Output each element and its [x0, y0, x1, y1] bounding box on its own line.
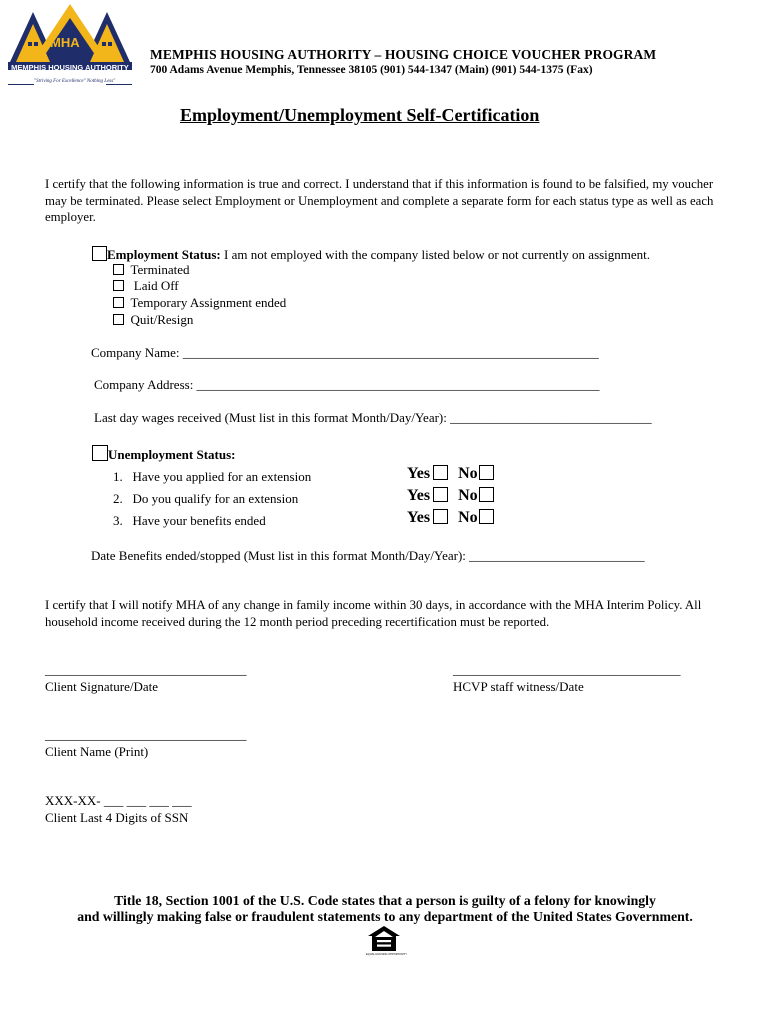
- logo-name: MEMPHIS HOUSING AUTHORITY: [11, 63, 129, 72]
- employment-option: [113, 312, 193, 328]
- terminated-checkbox[interactable]: [113, 264, 124, 275]
- answer-row-1: [407, 465, 494, 483]
- employment-option: [113, 295, 286, 311]
- employment-status-text: I am not employed with the company listed below or not currently on assignment.: [220, 247, 651, 262]
- option-terminated-label: Terminated: [130, 262, 190, 277]
- question-text: Have your benefits ended: [132, 513, 266, 528]
- notify-paragraph: I certify that I will notify MHA of any change in family income within 30 days, in accordance with the MHA Interim Policy. All household income received during the 12 month period preceding recertification must be reported.: [45, 598, 702, 629]
- temporary-assignment-checkbox[interactable]: [113, 297, 124, 308]
- ssn-label: Client Last 4 Digits of SSN: [45, 810, 189, 825]
- no-label: No: [458, 509, 478, 526]
- quit-resign-checkbox[interactable]: [113, 314, 124, 325]
- unemployment-status-checkbox[interactable]: [92, 445, 108, 461]
- q3-yes-checkbox[interactable]: [433, 509, 448, 524]
- q2-no-checkbox[interactable]: [479, 487, 494, 502]
- question-text: Have you applied for an extension: [132, 469, 312, 484]
- eho-caption: EQUAL HOUSING OPPORTUNITY: [366, 953, 407, 956]
- question-3: [113, 513, 266, 529]
- employment-option: [113, 262, 190, 278]
- employment-status-row: [92, 246, 650, 263]
- option-quit-label: Quit/Resign: [130, 312, 194, 327]
- question-number: 2.: [113, 491, 123, 506]
- page-title: Employment/Unemployment Self-Certification: [180, 105, 540, 125]
- q1-yes-checkbox[interactable]: [433, 465, 448, 480]
- answer-row-3: [407, 509, 494, 527]
- legal-notice: [0, 893, 770, 925]
- no-label: No: [458, 465, 478, 482]
- header-org-line: MEMPHIS HOUSING AUTHORITY – HOUSING CHOICE VOUCHER PROGRAM: [150, 47, 657, 62]
- legal-notice-line-1: Title 18, Section 1001 of the U.S. Code states that a person is guilty of a felony for knowingly: [114, 893, 656, 908]
- laid-off-checkbox[interactable]: [113, 280, 124, 291]
- ssn-field[interactable]: XXX-XX- ___ ___ ___ ___: [45, 793, 192, 808]
- company-address-field[interactable]: Company Address: ______________________________________________________________: [94, 377, 600, 392]
- q1-no-checkbox[interactable]: [479, 465, 494, 480]
- legal-notice-line-2: and willingly making false or fraudulent statements to any department of the United States Government.: [77, 909, 693, 924]
- company-name-field[interactable]: Company Name: ________________________________________________________________: [91, 345, 599, 360]
- q3-no-checkbox[interactable]: [479, 509, 494, 524]
- client-signature-label: Client Signature/Date: [45, 679, 159, 694]
- mha-logo: [6, 4, 134, 92]
- employment-status-label: Employment Status:: [107, 247, 221, 262]
- employment-option: [113, 278, 179, 294]
- option-temporary-label: Temporary Assignment ended: [130, 295, 287, 310]
- logo-tagline: "Striving For Excellence" Nothing Less": [34, 79, 116, 84]
- header-address-line: 700 Adams Avenue Memphis, Tennessee 38105 (901) 544-1347 (Main) (901) 544-1375 (Fax): [150, 64, 593, 76]
- equal-housing-opportunity-icon: [366, 925, 407, 959]
- staff-witness-line[interactable]: ___________________________________: [453, 662, 681, 677]
- client-signature-line[interactable]: _______________________________: [45, 662, 247, 677]
- staff-witness-label: HCVP staff witness/Date: [453, 679, 584, 694]
- yes-label: Yes: [407, 509, 431, 526]
- house-icon: [366, 925, 402, 953]
- intro-paragraph: I certify that the following information is true and correct. I understand that if this information is found to be falsified, my voucher may be terminated. Please select Employment or Unemployment and complete a separate form for each status type as well as each employer.: [45, 177, 714, 224]
- question-text: Do you qualify for an extension: [132, 491, 299, 506]
- question-number: 3.: [113, 513, 123, 528]
- yes-label: Yes: [407, 465, 431, 482]
- question-number: 1.: [113, 469, 123, 484]
- answer-row-2: [407, 487, 494, 505]
- question-1: [113, 469, 311, 485]
- question-2: [113, 491, 298, 507]
- unemployment-status-label: Unemployment Status:: [108, 447, 236, 462]
- option-laid-off-label: Laid Off: [130, 278, 179, 293]
- last-day-wages-field[interactable]: Last day wages received (Must list in this format Month/Day/Year): _______________________________: [94, 410, 652, 425]
- logo-mha-text: MHA: [50, 35, 80, 50]
- yes-label: Yes: [407, 487, 431, 504]
- date-benefits-ended-field[interactable]: Date Benefits ended/stopped (Must list in this format Month/Day/Year): ___________________________: [91, 548, 645, 563]
- no-label: No: [458, 487, 478, 504]
- client-name-line[interactable]: _______________________________: [45, 727, 247, 742]
- client-name-label: Client Name (Print): [45, 744, 149, 759]
- employment-status-checkbox[interactable]: [92, 246, 107, 261]
- unemployment-status-row: [92, 445, 235, 463]
- q2-yes-checkbox[interactable]: [433, 487, 448, 502]
